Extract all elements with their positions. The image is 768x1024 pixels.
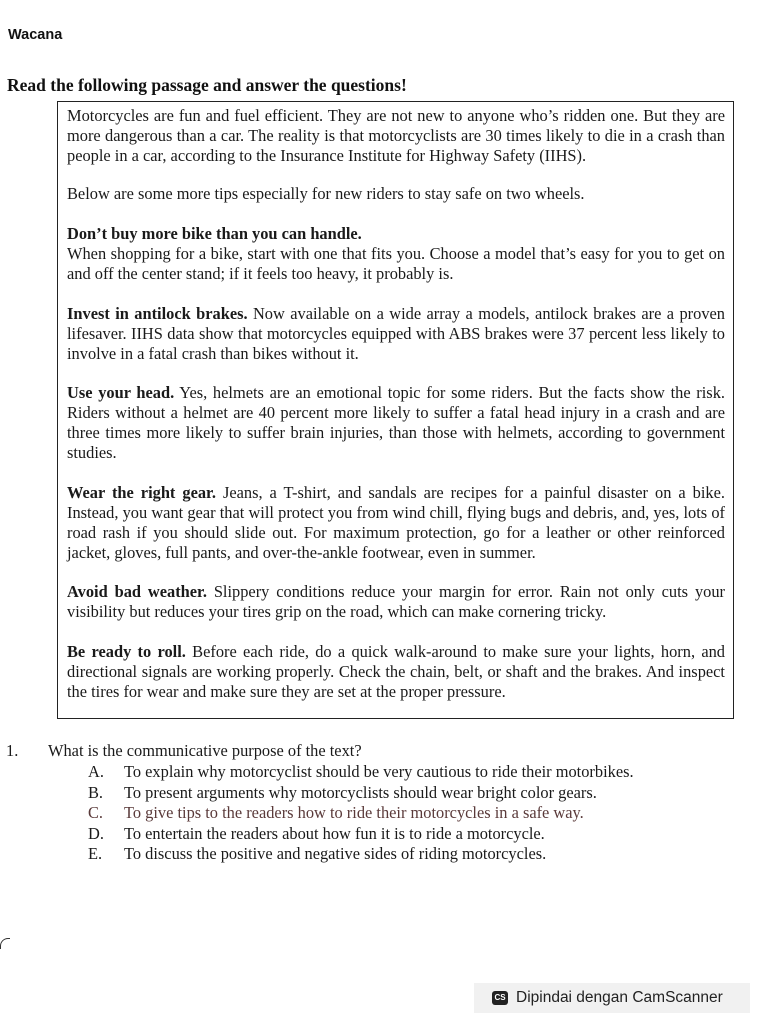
section-label: Wacana xyxy=(8,27,63,43)
scanner-watermark xyxy=(474,983,750,1013)
instruction-text: Read the following passage and answer the questions! xyxy=(7,75,407,95)
tip-paragraph xyxy=(67,582,725,622)
reading-passage xyxy=(57,101,734,719)
option-text: To present arguments why motorcyclists should wear bright color gears. xyxy=(124,782,597,802)
option-text: To discuss the positive and negative sides of riding motorcycles. xyxy=(124,844,547,863)
tip-body: When shopping for a bike, start with one that fits you. Choose a model that’s easy for you to get on and off the center stand; if it feels too heavy, it probably is. xyxy=(67,244,725,283)
tip-body: Jeans, a T-shirt, and sandals are recipes for a painful disaster on a bike. Instead, you want gear that will protect you from wind chill, flying bugs and debris, and, yes, lots of road rash if you should slide out. For maximum protection, go for a leather or other reinforced jacket, gloves, full pants, and over-the-ankle footwear, even in summer. xyxy=(67,482,725,562)
camscanner-logo-icon: CS xyxy=(492,991,508,1005)
answer-option-d[interactable] xyxy=(88,824,728,845)
answer-option-e[interactable] xyxy=(88,844,728,865)
passage-intro: Motorcycles are fun and fuel efficient. They are not new to anyone who’s ridden one. But they are more dangerous than a car. The reality is that motorcyclists are 30 times likely to die in a crash than people in a car, according to the Insurance Institute for Highway Safety (IIHS). xyxy=(67,106,725,165)
tip-body: Now available on a wide array a models, antilock brakes are a proven lifesaver. IIHS data show that motorcycles equipped with ABS brakes were 37 percent less likely to involve in a fatal crash than bikes without it. xyxy=(67,303,725,363)
tip-paragraph xyxy=(67,224,725,284)
tip-heading: Avoid bad weather. xyxy=(67,582,207,601)
tip-paragraph xyxy=(67,383,725,463)
answer-options xyxy=(88,762,728,865)
option-letter: A. xyxy=(88,762,104,781)
option-letter: C. xyxy=(88,803,104,822)
tip-paragraph xyxy=(67,642,725,702)
option-text: To explain why motorcyclist should be very cautious to ride their motorbikes. xyxy=(124,762,634,781)
tip-heading: Be ready to roll. xyxy=(67,641,186,661)
tip-paragraph xyxy=(67,304,725,364)
question-text: What is the communicative purpose of the text? xyxy=(48,741,362,760)
tip-body: Before each ride, do a quick walk-around to make sure your lights, horn, and directional signals are working properly. Check the chain, belt, or shaft and the brakes. And inspect the tires for wear and make sure they are set at the proper pressure. xyxy=(67,641,725,701)
option-text: To entertain the readers about how fun it is to ride a motorcycle. xyxy=(124,823,545,843)
tip-heading: Invest in antilock brakes. xyxy=(67,303,248,323)
tip-paragraph xyxy=(67,483,725,563)
option-text: To give tips to the readers how to ride their motorcycles in a safe way. xyxy=(124,803,584,822)
watermark-text: Dipindai dengan CamScanner xyxy=(516,989,723,1006)
page-edge-mark xyxy=(0,938,10,949)
question-number: 1. xyxy=(6,741,19,760)
tip-heading: Use your head. xyxy=(67,383,175,402)
tip-heading: Wear the right gear. xyxy=(67,482,216,502)
tip-body: Yes, helmets are an emotional topic for some riders. But the facts show the risk. Riders without a helmet are 40 percent more likely to suffer a fatal head injury in a crash and are three times more likely to suffer brain injuries, than those with helmets, according to government studies. xyxy=(67,383,725,462)
answer-option-c[interactable] xyxy=(88,803,728,824)
answer-option-a[interactable] xyxy=(88,762,728,783)
answer-option-b[interactable] xyxy=(88,783,728,804)
option-letter: D. xyxy=(88,823,104,843)
option-letter: E. xyxy=(88,844,103,863)
tip-heading: Don’t buy more bike than you can handle. xyxy=(67,224,362,243)
passage-tips-intro: Below are some more tips especially for new riders to stay safe on two wheels. xyxy=(67,184,585,203)
option-letter: B. xyxy=(88,782,104,802)
tip-body: Slippery conditions reduce your margin for error. Rain not only cuts your visibility but reduces your tires grip on the road, which can make cornering tricky. xyxy=(67,582,725,621)
